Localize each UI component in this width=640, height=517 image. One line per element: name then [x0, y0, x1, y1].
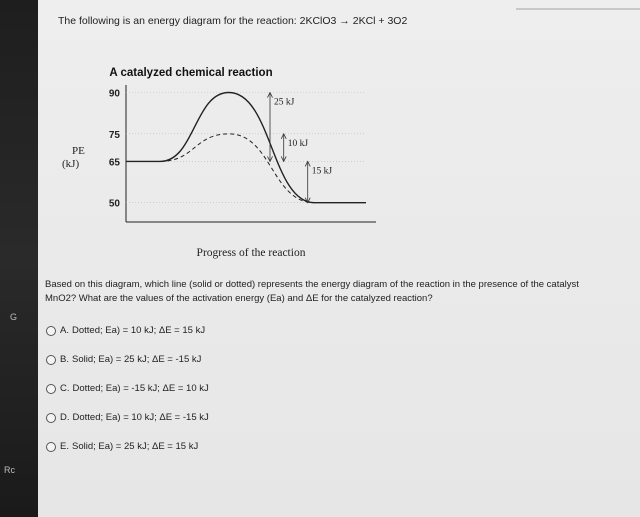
answer-option[interactable]: [46, 412, 209, 423]
option-letter: B.: [60, 354, 69, 365]
left-window-strip: [0, 0, 40, 517]
option-text: Solid; Ea) = 25 kJ; ΔE = 15 kJ: [71, 441, 199, 452]
radio-button[interactable]: [46, 326, 56, 336]
strip-label-g: G: [10, 312, 18, 322]
option-letter: A.: [60, 325, 69, 336]
y-tick-label: 90: [108, 88, 120, 100]
option-letter: D.: [60, 412, 70, 423]
energy-diagram: [56, 52, 396, 267]
option-text: Dotted; Ea) = -15 kJ; ΔE = 10 kJ: [72, 383, 209, 394]
answer-option[interactable]: [46, 354, 201, 365]
y-tick-label: 50: [108, 198, 120, 210]
question-prompt: Based on this diagram, which line (solid or dotted) represents the energy diagram of the reaction in the presence of the catalyst MnO2? What are the values of the activation energy (Ea) and ΔE for the catalyzed reaction?: [45, 279, 579, 304]
strip-label-rc: Rc: [4, 465, 15, 475]
radio-button[interactable]: [46, 384, 56, 394]
chart-title: A catalyzed chemical reaction: [109, 67, 273, 79]
radio-button[interactable]: [46, 355, 56, 365]
radio-button[interactable]: [46, 413, 56, 423]
question-intro: The following is an energy diagram for the reaction: 2KClO3 → 2KCl + 3O2: [58, 15, 408, 27]
top-divider: [516, 8, 640, 10]
y-tick-label: 65: [108, 157, 120, 169]
question-page: [38, 0, 640, 517]
option-letter: C.: [60, 383, 70, 394]
option-text: Dotted; Ea) = 10 kJ; ΔE = 15 kJ: [71, 325, 206, 336]
energy-diagram-svg: [56, 52, 396, 267]
annotation-label: 25 kJ: [274, 97, 295, 108]
y-axis-label-unit: (kJ): [62, 158, 80, 170]
annotation-label: 15 kJ: [311, 166, 333, 177]
option-text: Solid; Ea) = 25 kJ; ΔE = -15 kJ: [71, 354, 202, 365]
answer-option[interactable]: [46, 325, 205, 336]
answer-option[interactable]: [46, 441, 198, 452]
solid-energy-curve: [126, 93, 366, 203]
annotation-label: 10 kJ: [287, 138, 309, 149]
radio-button[interactable]: [46, 442, 56, 452]
option-text: Dotted; Ea) = 10 kJ; ΔE = -15 kJ: [72, 412, 209, 423]
answer-option[interactable]: [46, 383, 209, 394]
x-axis-label: Progress of the reaction: [196, 247, 306, 259]
option-letter: E.: [60, 441, 69, 452]
y-axis-label-pe: PE: [72, 145, 85, 157]
y-tick-label: 75: [108, 129, 120, 141]
